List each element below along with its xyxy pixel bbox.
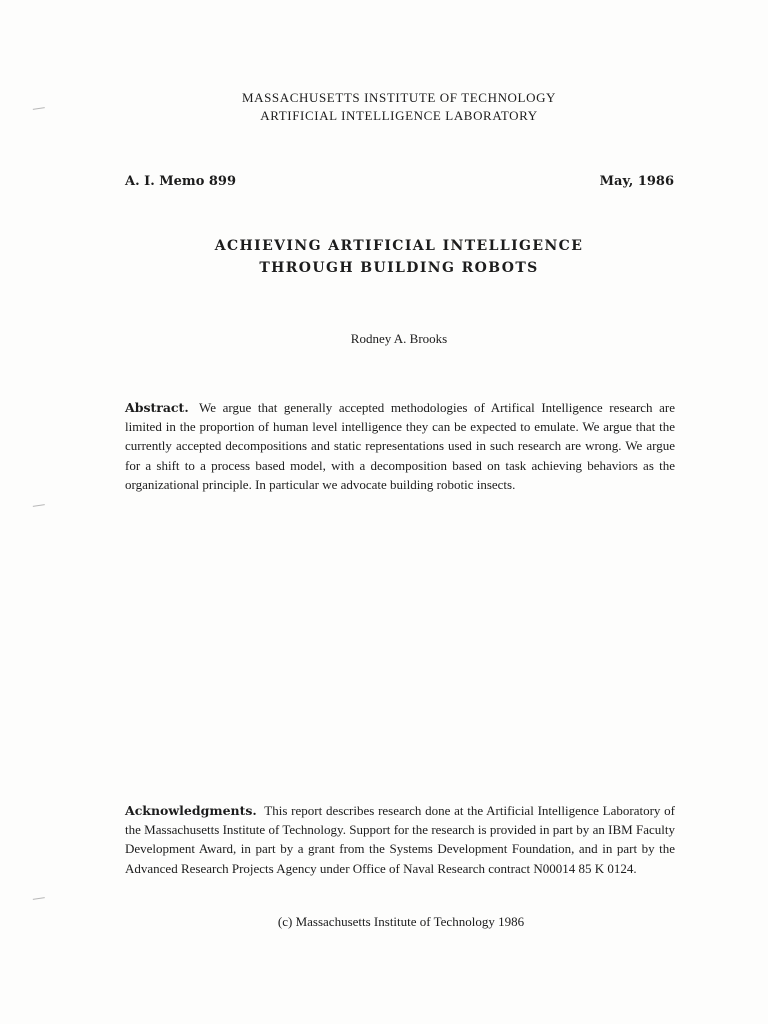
- acknowledgments-text: This report describes research done at the Artificial Intelligence Laboratory of the Massachusetts Institute of Technology. Support for the research is provided in part by an IBM Faculty Development Award, in part by a grant from the Systems Development Foundation, and in part by the Advanced Research Projects Agency under Office of Naval Research contract N00014 85 K 0124.: [125, 803, 675, 876]
- abstract-section: [125, 398, 675, 494]
- scan-mark: [33, 897, 45, 903]
- memo-number: A. I. Memo 899: [125, 174, 237, 189]
- acknowledgments-section: [125, 801, 675, 878]
- paper-title: [0, 235, 768, 279]
- title-line-1: ACHIEVING ARTIFICIAL INTELLIGENCE: [214, 238, 584, 254]
- memo-date: May, 1986: [599, 174, 674, 189]
- laboratory-name: ARTIFICIAL INTELLIGENCE LABORATORY: [260, 108, 538, 123]
- copyright-text: (c) Massachusetts Institute of Technology 1986: [277, 914, 525, 929]
- author-name: Rodney A. Brooks: [350, 331, 448, 346]
- author: [0, 331, 768, 347]
- scan-mark: [33, 504, 45, 510]
- institution-header: [0, 89, 768, 125]
- title-line-2: THROUGH BUILDING ROBOTS: [259, 260, 539, 276]
- acknowledgments-heading: Acknowledgments.: [125, 803, 257, 818]
- institution-name: MASSACHUSETTS INSTITUTE OF TECHNOLOGY: [241, 90, 557, 105]
- abstract-text: We argue that generally accepted methodologies of Artifical Intelligence research are limited in the proportion of human level intelligence they can be expected to emulate. We argue that the currently accepted decompositions and static representations used in such research are wrong. We argue for a shift to a process based model, with a decomposition based on task achieving behaviors as the organizational principle. In particular we advocate building robotic insects.: [125, 400, 676, 492]
- copyright-notice: [0, 914, 768, 930]
- abstract-heading: Abstract.: [125, 400, 189, 415]
